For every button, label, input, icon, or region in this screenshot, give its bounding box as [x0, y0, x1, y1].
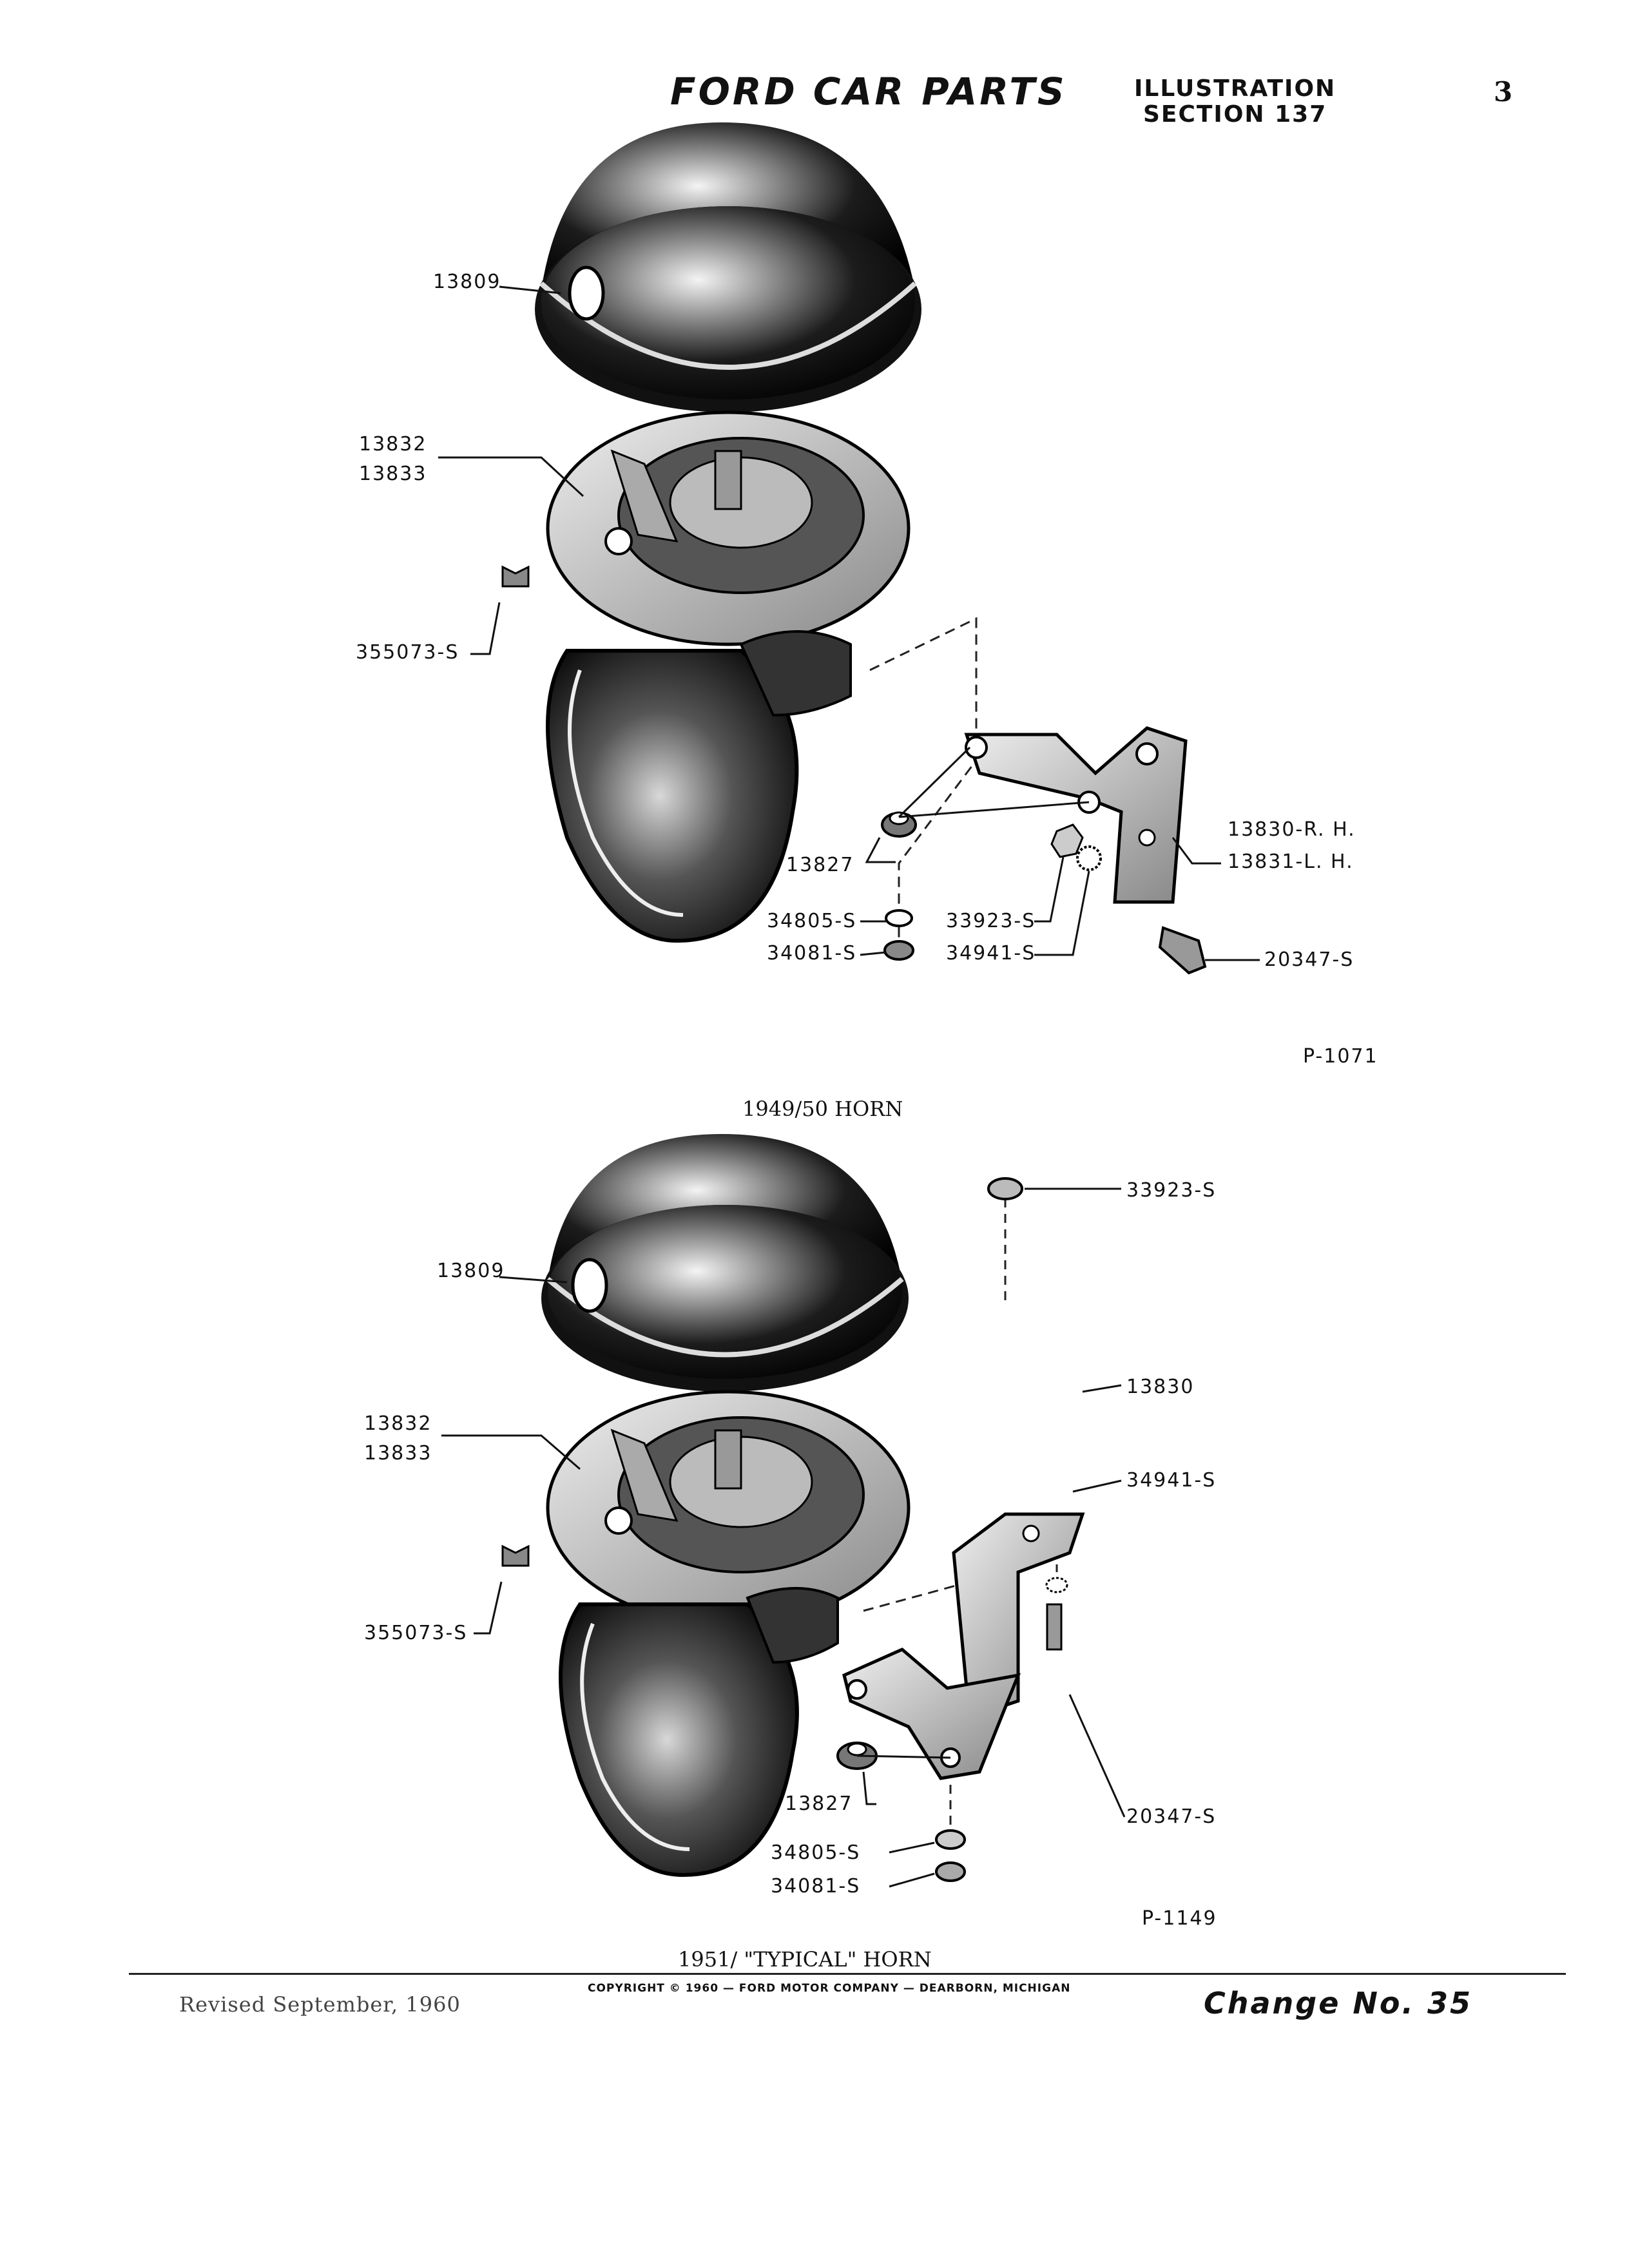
callout-13827: 13827: [786, 854, 854, 876]
callout-34805-s: 34805-S: [767, 910, 857, 932]
revision-date: Revised September, 1960: [179, 1992, 461, 2017]
callout-20347-s-b: 20347-S: [1126, 1805, 1217, 1828]
plate-code-2: P-1149: [1142, 1907, 1217, 1930]
diagram-1951-horn: [0, 1134, 1629, 1972]
callout-13833-b: 13833: [364, 1442, 432, 1465]
callout-34941-s: 34941-S: [946, 942, 1036, 965]
callout-13832: 13832: [359, 433, 427, 456]
caption-1951-horn: 1951/ "TYPICAL" HORN: [678, 1947, 932, 1972]
callout-34805-s-b: 34805-S: [771, 1841, 861, 1864]
callout-13830-rh: 13830-R. H.: [1228, 818, 1356, 841]
section-line-1: ILLUSTRATION: [1134, 75, 1336, 102]
copyright-notice: COPYRIGHT © 1960 — FORD MOTOR COMPANY — DEARBORN, MICHIGAN: [588, 1982, 1071, 1995]
callout-13809: 13809: [433, 271, 501, 293]
callout-355073-s-b: 355073-S: [364, 1622, 468, 1644]
horn-bell-2: [561, 1588, 838, 1875]
callout-34941-s-b: 34941-S: [1126, 1469, 1217, 1492]
horn-bracket-1949: [966, 728, 1186, 902]
callout-34081-s-b: 34081-S: [771, 1875, 861, 1898]
callout-33923-s: 33923-S: [946, 910, 1036, 932]
callout-20347-s: 20347-S: [1264, 948, 1354, 971]
footer-rule: [129, 1973, 1566, 1975]
page-title: FORD CAR PARTS: [670, 70, 1067, 113]
callout-13831-lh: 13831-L. H.: [1228, 850, 1354, 873]
callout-13830-b: 13830: [1126, 1376, 1195, 1398]
callout-13827-b: 13827: [785, 1792, 853, 1815]
cover-dome-2: [541, 1134, 909, 1392]
callout-33923-s-b: 33923-S: [1126, 1179, 1217, 1202]
section-line-2: SECTION 137: [1142, 101, 1327, 128]
horn-body-2: [548, 1392, 909, 1624]
callout-13832-b: 13832: [364, 1412, 432, 1435]
callout-34081-s: 34081-S: [767, 942, 857, 965]
callout-13809-b: 13809: [437, 1260, 505, 1282]
cover-dome: [535, 122, 921, 412]
callout-355073-s: 355073-S: [356, 641, 459, 664]
callout-13833: 13833: [359, 463, 427, 485]
page-number: 3: [1494, 76, 1513, 108]
plate-code-1: P-1071: [1303, 1045, 1378, 1068]
horn-bell: [548, 631, 851, 941]
horn-body: [548, 412, 909, 644]
caption-1949-horn: 1949/50 HORN: [742, 1097, 903, 1121]
change-number: Change No. 35: [1204, 1986, 1473, 2021]
